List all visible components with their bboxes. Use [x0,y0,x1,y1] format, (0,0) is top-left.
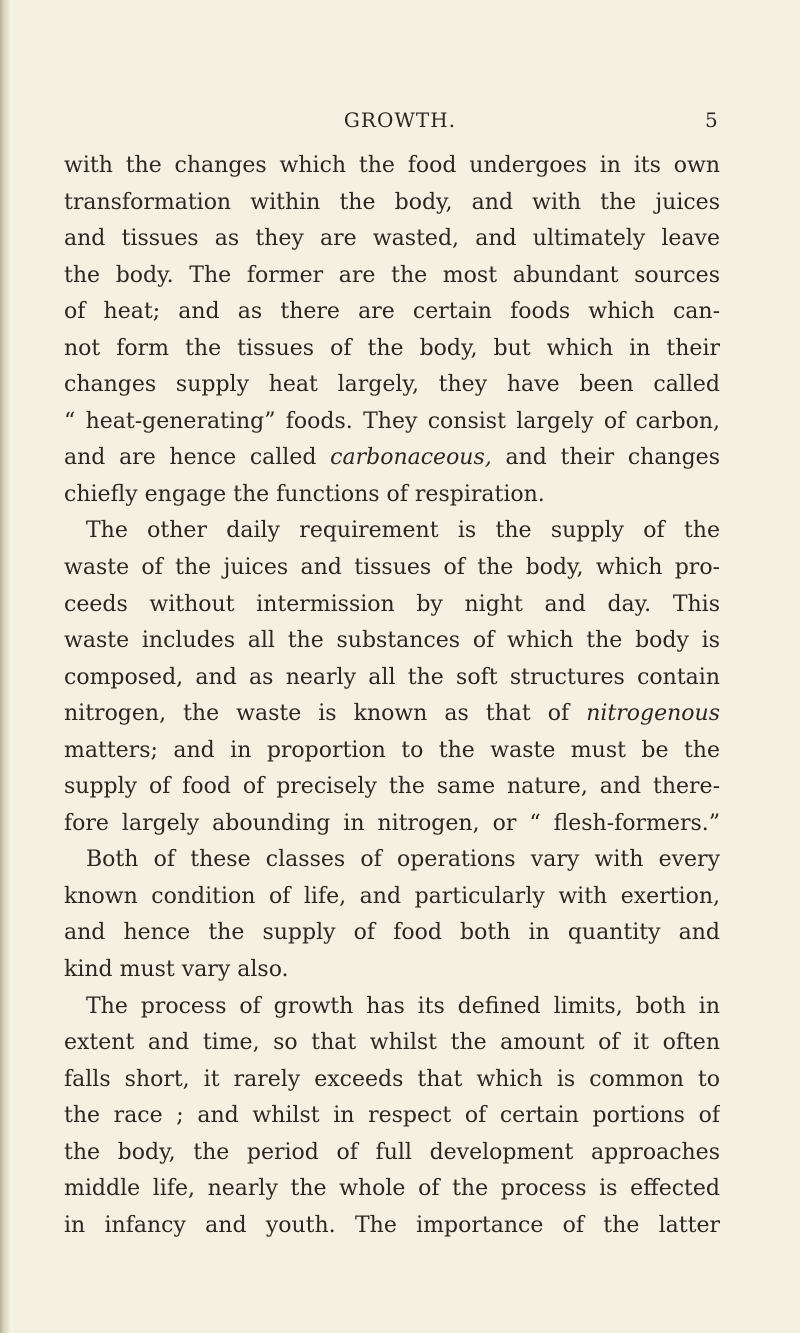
text-line: falls short, it rarely exceeds that which is common to [64,1066,720,1092]
running-head [0,108,800,138]
text-line: changes supply heat largely, they have been called [64,372,720,398]
page-edge-shadow [0,0,10,1333]
page-number: 5 [705,108,718,132]
text-line: extent and time, so that whilst the amount of it often [64,1030,720,1056]
text-line: of heat; and as there are certain foods which can- [64,299,720,325]
text-line: kind must vary also. [64,957,289,983]
text-line: fore largely abounding in nitrogen, or “ flesh-formers.” [64,810,720,836]
text-line: The other daily requirement is the supply of the [86,518,720,544]
italic-term: nitrogenous [586,701,720,727]
text-line: not form the tissues of the body, but which in their [64,335,720,361]
text-line: nitrogen, the waste is known as that of nitrogenous [64,701,720,727]
text-line: ceeds without intermission by night and day. This [64,591,720,617]
text-line: and hence the supply of food both in quantity and [64,920,720,946]
text-line: known condition of life, and particularly with exertion, [64,883,720,909]
text-line: middle life, nearly the whole of the process is effected [64,1176,720,1202]
text-line: supply of food of precisely the same nature, and there- [64,774,720,800]
text-line: with the changes which the food undergoes in its own [64,153,720,178]
text-line: “ heat-generating” foods. They consist largely of carbon, [64,408,720,434]
body-text [64,148,720,1244]
text-line: waste of the juices and tissues of the body, which pro- [64,555,720,581]
text-line: chiefly engage the functions of respiration. [64,481,545,507]
text-line: and are hence called carbonaceous, and their changes [64,445,720,471]
text-line: the body, the period of full development approaches [64,1139,720,1165]
text-line: Both of these classes of operations vary with every [86,847,720,873]
text-line: The process of growth has its defined limits, both in [86,993,720,1019]
text-line: transformation within the body, and with the juices [64,189,720,215]
text-line: the race ; and whilst in respect of certain portions of [64,1103,720,1129]
italic-term: carbonaceous, [330,445,492,471]
text-line: waste includes all the substances of which the body is [64,628,720,654]
text-line: in infancy and youth. The importance of the latter [64,1212,720,1238]
text-line: the body. The former are the most abundant sources [64,262,720,288]
text-line: composed, and as nearly all the soft structures contain [64,664,720,690]
running-title: GROWTH. [343,108,457,132]
text-line: matters; and in proportion to the waste must be the [64,737,720,763]
text-line: and tissues as they are wasted, and ultimately leave [64,226,720,252]
